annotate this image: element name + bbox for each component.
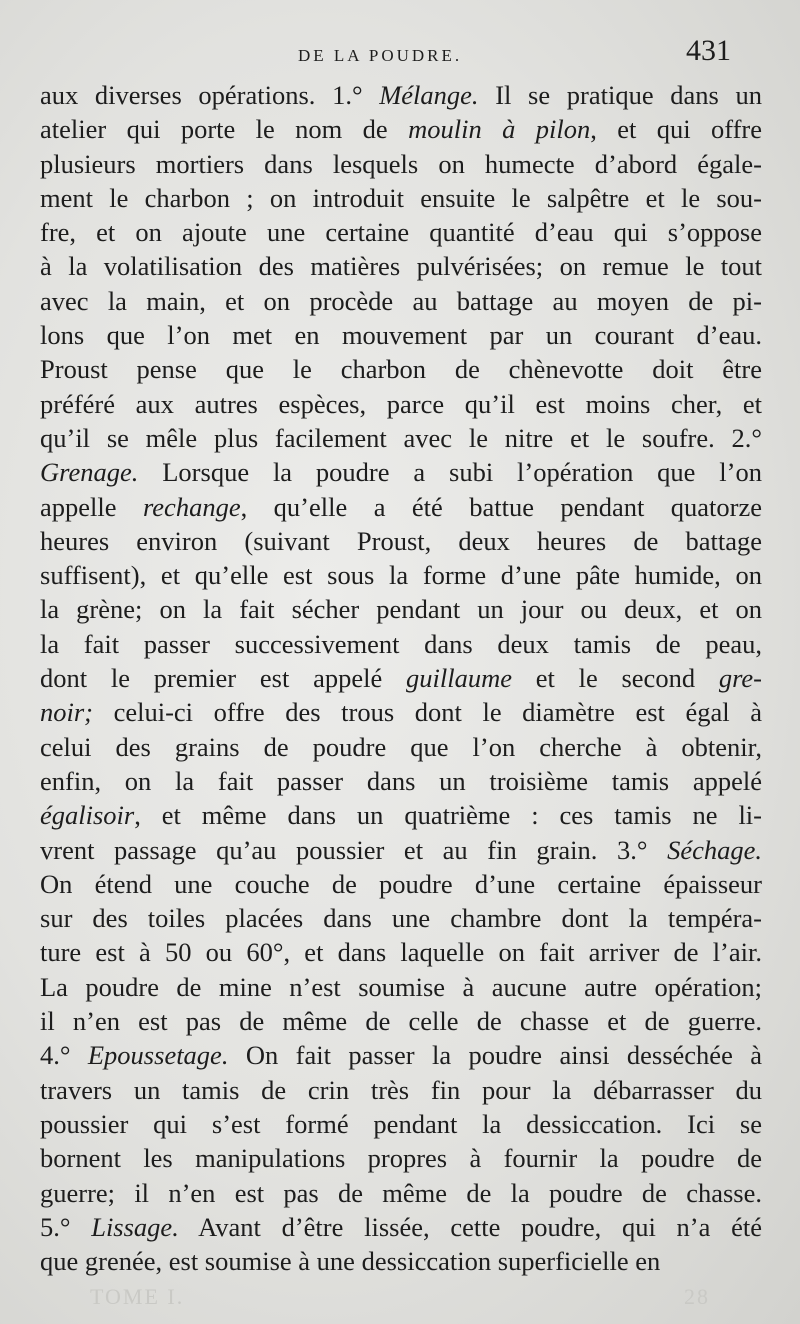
text-run: , et même dans un quatrième : ces tamis ne li- <box>134 800 762 831</box>
text-line <box>40 970 762 1004</box>
text-run: vrent passage qu’au poussier et au fin grain. 3.° <box>40 834 668 865</box>
text-line <box>40 661 762 695</box>
italic-term: rechange <box>142 491 241 522</box>
text-run: , et qui offre <box>590 114 763 145</box>
text-line <box>40 764 762 798</box>
text-run: avec la main, et on procède au battage au moyen de pi- <box>40 285 762 316</box>
text-line <box>40 1141 762 1175</box>
text-line <box>40 901 762 935</box>
text-line <box>40 833 762 867</box>
text-run: , qu’elle a été battue pendant quatorze <box>240 491 762 522</box>
text-line <box>40 78 762 112</box>
italic-term: Lissage. <box>91 1211 179 1242</box>
text-line <box>40 695 762 729</box>
text-line <box>40 935 762 969</box>
text-line <box>40 455 762 489</box>
italic-term: égalisoir <box>40 800 135 831</box>
italic-term: guillaume <box>405 663 512 694</box>
text-run: aux diverses opérations. 1.° <box>40 80 380 110</box>
page-number: 431 <box>686 34 731 67</box>
text-line <box>40 284 762 318</box>
italic-term: moulin à pilon <box>408 114 591 145</box>
text-run: suffisent), et qu’elle est sous la forme d’une pâte humide, on <box>40 560 762 591</box>
text-line <box>40 490 762 524</box>
text-line <box>40 867 762 901</box>
italic-term: gre- <box>718 663 762 694</box>
text-run: 5.° <box>40 1211 92 1242</box>
italic-term: Mélange. <box>379 80 479 110</box>
text-run: ment le charbon ; on introduit ensuite le salpêtre et le sou- <box>40 182 762 213</box>
text-run: Lorsque la poudre a subi l’opération que l’on <box>138 457 762 488</box>
text-run: heures environ (suivant Proust, deux heures de battage <box>40 525 762 556</box>
text-line <box>40 421 762 455</box>
text-line <box>40 352 762 386</box>
text-line <box>40 730 762 764</box>
text-run: poussier qui s’est formé pendant la dessiccation. Ici se <box>40 1108 762 1139</box>
text-line <box>40 1004 762 1038</box>
text-run: bornent les manipulations propres à fournir la poudre de <box>40 1143 762 1174</box>
text-line <box>40 112 762 146</box>
text-run: la fait passer successivement dans deux tamis de peau, <box>40 628 762 659</box>
signature-left: TOME I. <box>90 1284 185 1309</box>
text-run: dont le premier est appelé <box>40 663 406 694</box>
text-line <box>40 1107 762 1141</box>
body-text <box>40 78 762 1278</box>
text-run: Il se pratique dans un <box>478 80 762 110</box>
text-run: et le second <box>511 663 719 694</box>
text-run: qu’il se mêle plus facilement avec le nitre et le soufre. 2.° <box>40 422 762 453</box>
text-run: guerre; il n’en est pas de même de la poudre de chasse. <box>40 1177 762 1208</box>
running-title: DE LA POUDRE. <box>298 46 463 65</box>
text-line <box>40 627 762 661</box>
text-run: On étend une couche de poudre d’une certaine épaisseur <box>40 868 762 899</box>
text-run: sur des toiles placées dans une chambre dont la tempéra- <box>40 903 762 934</box>
text-run: travers un tamis de crin très fin pour la débarrasser du <box>40 1074 762 1105</box>
text-run: Proust pense que le charbon de chènevotte doit être <box>40 354 762 385</box>
text-line <box>40 1244 762 1278</box>
text-run: celui des grains de poudre que l’on cherche à obtenir, <box>40 731 762 762</box>
text-line <box>40 181 762 215</box>
bleed-through-signature <box>90 1284 710 1310</box>
text-run: La poudre de mine n’est soumise à aucune autre opération; <box>40 971 762 1002</box>
italic-term: Epoussetage. <box>87 1040 229 1071</box>
text-line <box>40 558 762 592</box>
italic-term: Séchage. <box>667 834 762 865</box>
text-line <box>40 524 762 558</box>
text-run: lons que l’on met en mouvement par un courant d’eau. <box>40 320 762 351</box>
italic-term: Grenage. <box>40 457 139 488</box>
text-line <box>40 1073 762 1107</box>
italic-term: noir; <box>40 697 93 728</box>
text-line <box>40 1210 762 1244</box>
text-line <box>40 318 762 352</box>
text-run: la grène; on la fait sécher pendant un jour ou deux, et on <box>40 594 762 625</box>
text-run: fre, et on ajoute une certaine quantité d’eau qui s’oppose <box>40 217 762 248</box>
text-line <box>40 1038 762 1072</box>
text-line <box>40 1176 762 1210</box>
text-line <box>40 249 762 283</box>
text-line <box>40 592 762 626</box>
signature-right: 28 <box>684 1284 710 1309</box>
text-run: 4.° <box>40 1040 88 1071</box>
text-line <box>40 215 762 249</box>
text-run: ture est à 50 ou 60°, et dans laquelle on fait arriver de l’air. <box>40 937 762 968</box>
text-run: On fait passer la poudre ainsi desséchée à <box>228 1040 762 1071</box>
text-run: plusieurs mortiers dans lesquels on humecte d’abord égale- <box>40 148 762 179</box>
text-run: que grenée, est soumise à une dessiccation superficielle en <box>40 1246 661 1277</box>
text-run: il n’en est pas de même de celle de chasse et de guerre. <box>40 1006 762 1037</box>
text-run: Avant d’être lissée, cette poudre, qui n’a été <box>178 1211 762 1242</box>
text-run: appelle <box>40 491 143 522</box>
text-line <box>40 387 762 421</box>
text-run: atelier qui porte le nom de <box>40 114 409 145</box>
text-line <box>40 147 762 181</box>
text-run: préféré aux autres espèces, parce qu’il est moins cher, et <box>40 388 762 419</box>
text-run: enfin, on la fait passer dans un troisième tamis appelé <box>40 765 762 796</box>
text-line <box>40 798 762 832</box>
text-run: celui-ci offre des trous dont le diamètre est égal à <box>93 697 762 728</box>
text-run: à la volatilisation des matières pulvérisées; on remue le tout <box>40 251 762 282</box>
